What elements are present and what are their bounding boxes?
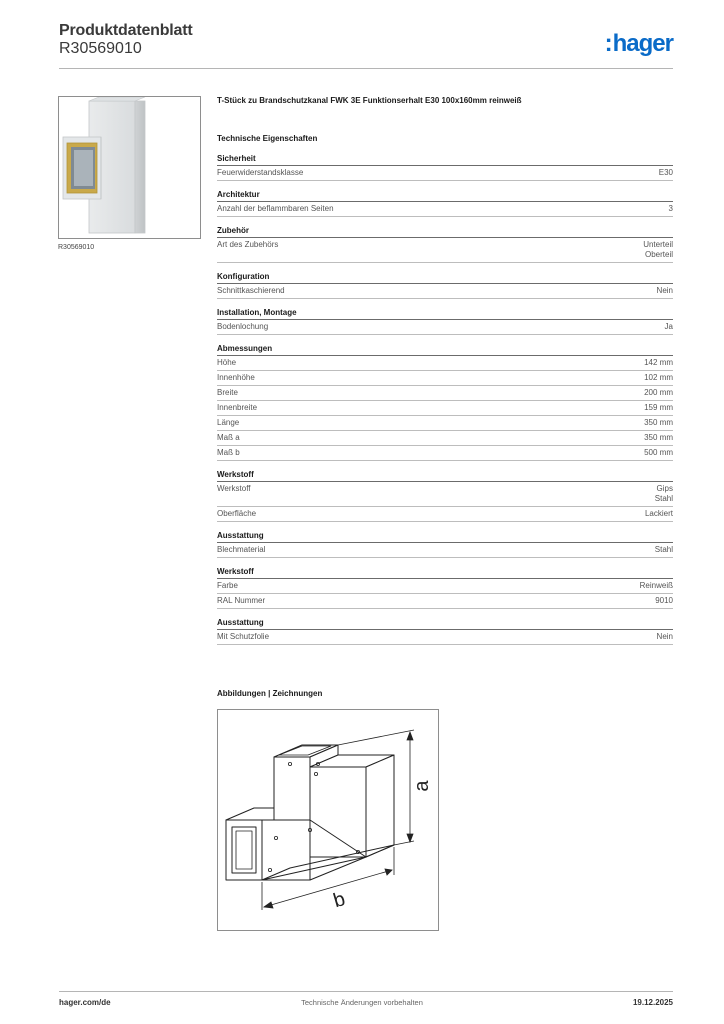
spec-value: 142 mm bbox=[644, 358, 673, 367]
footer-divider bbox=[59, 991, 673, 992]
document-number: R30569010 bbox=[59, 40, 142, 57]
page-header bbox=[59, 22, 673, 68]
spec-row bbox=[217, 416, 673, 431]
spec-group-werkstoff bbox=[217, 470, 673, 522]
spec-label: Art des Zubehörs bbox=[217, 240, 279, 249]
group-title: Werkstoff bbox=[217, 470, 673, 482]
spec-label: Anzahl der beflammbaren Seiten bbox=[217, 204, 334, 213]
spec-row bbox=[217, 482, 673, 507]
spec-value: 9010 bbox=[655, 596, 673, 605]
group-title: Installation, Montage bbox=[217, 308, 673, 320]
spec-label: Feuerwiderstandsklasse bbox=[217, 168, 304, 177]
spec-value: 350 mm bbox=[644, 433, 673, 442]
group-title: Werkstoff bbox=[217, 567, 673, 579]
dimension-a-label: a bbox=[411, 780, 433, 792]
spec-group-konfiguration bbox=[217, 272, 673, 299]
spec-row bbox=[217, 386, 673, 401]
group-title: Ausstattung bbox=[217, 618, 673, 630]
spec-value: 500 mm bbox=[644, 448, 673, 457]
document-title: Produktdatenblatt bbox=[59, 22, 193, 39]
spec-group-ausstattung-folie bbox=[217, 618, 673, 645]
spec-label: Innenhöhe bbox=[217, 373, 255, 382]
dimension-b-label: b bbox=[330, 888, 348, 913]
logo-text: hager bbox=[612, 30, 673, 57]
spec-row bbox=[217, 284, 673, 299]
spec-label: Bodenlochung bbox=[217, 322, 269, 331]
spec-row bbox=[217, 320, 673, 335]
spec-group-sicherheit bbox=[217, 154, 673, 181]
footer-disclaimer: Technische Änderungen vorbehalten bbox=[301, 998, 423, 1007]
spec-row bbox=[217, 543, 673, 558]
spec-label: Maß a bbox=[217, 433, 240, 442]
spec-label: Mit Schutzfolie bbox=[217, 632, 270, 641]
spec-value: Nein bbox=[656, 286, 673, 295]
group-title: Konfiguration bbox=[217, 272, 673, 284]
group-title: Architektur bbox=[217, 190, 673, 202]
spec-row bbox=[217, 579, 673, 594]
drawings-title: Abbildungen | Zeichnungen bbox=[217, 689, 323, 698]
group-title: Ausstattung bbox=[217, 531, 673, 543]
photo-caption: R30569010 bbox=[58, 244, 95, 251]
spec-row bbox=[217, 446, 673, 461]
spec-label: RAL Nummer bbox=[217, 596, 266, 605]
spec-group-installation bbox=[217, 308, 673, 335]
section-title: Technische Eigenschaften bbox=[217, 134, 318, 143]
spec-row bbox=[217, 166, 673, 181]
spec-value: 159 mm bbox=[644, 403, 673, 412]
spec-group-zubehoer bbox=[217, 226, 673, 263]
spec-group-abmessungen bbox=[217, 344, 673, 461]
spec-group-ausstattung bbox=[217, 531, 673, 558]
spec-row bbox=[217, 401, 673, 416]
spec-row bbox=[217, 371, 673, 386]
technical-drawing bbox=[217, 709, 439, 931]
hager-logo bbox=[605, 30, 673, 58]
logo-dots: : bbox=[604, 30, 612, 57]
spec-label: Breite bbox=[217, 388, 238, 397]
spec-label: Oberfläche bbox=[217, 509, 257, 518]
spec-value: E30 bbox=[658, 168, 673, 177]
spec-row bbox=[217, 202, 673, 217]
footer-website[interactable]: hager.com/de bbox=[59, 998, 111, 1007]
footer-date: 19.12.2025 bbox=[632, 998, 673, 1007]
spec-row bbox=[217, 507, 673, 522]
spec-value: Stahl bbox=[654, 545, 673, 554]
t-piece-photo bbox=[59, 97, 201, 239]
spec-value: Unterteil Oberteil bbox=[643, 240, 673, 259]
spec-value: 3 bbox=[668, 204, 673, 213]
spec-row bbox=[217, 356, 673, 371]
spec-value: Reinweiß bbox=[639, 581, 673, 590]
group-title: Zubehör bbox=[217, 226, 673, 238]
t-piece-line-drawing bbox=[218, 710, 440, 932]
spec-label: Schnittkaschierend bbox=[217, 286, 285, 295]
spec-value: 200 mm bbox=[644, 388, 673, 397]
spec-content bbox=[217, 96, 673, 654]
product-photo bbox=[58, 96, 201, 239]
spec-label: Farbe bbox=[217, 581, 238, 590]
spec-value: Lackiert bbox=[644, 509, 673, 518]
spec-label: Maß b bbox=[217, 448, 240, 457]
spec-label: Werkstoff bbox=[217, 484, 251, 493]
spec-label: Länge bbox=[217, 418, 240, 427]
spec-row bbox=[217, 594, 673, 609]
spec-value: Gips Stahl bbox=[654, 484, 673, 503]
spec-value: Ja bbox=[664, 322, 673, 331]
spec-label: Höhe bbox=[217, 358, 237, 367]
spec-group-werkstoff-farbe bbox=[217, 567, 673, 609]
spec-row bbox=[217, 630, 673, 645]
spec-row bbox=[217, 431, 673, 446]
spec-row bbox=[217, 238, 673, 263]
header-divider bbox=[59, 68, 673, 69]
spec-value: 102 mm bbox=[644, 373, 673, 382]
spec-group-architektur bbox=[217, 190, 673, 217]
spec-value: 350 mm bbox=[644, 418, 673, 427]
product-title: T-Stück zu Brandschutzkanal FWK 3E Funktionserhalt E30 100x160mm reinweiß bbox=[217, 96, 522, 105]
group-title: Sicherheit bbox=[217, 154, 673, 166]
spec-label: Blechmaterial bbox=[217, 545, 266, 554]
spec-value: Nein bbox=[656, 632, 673, 641]
spec-label: Innenbreite bbox=[217, 403, 258, 412]
group-title: Abmessungen bbox=[217, 344, 673, 356]
